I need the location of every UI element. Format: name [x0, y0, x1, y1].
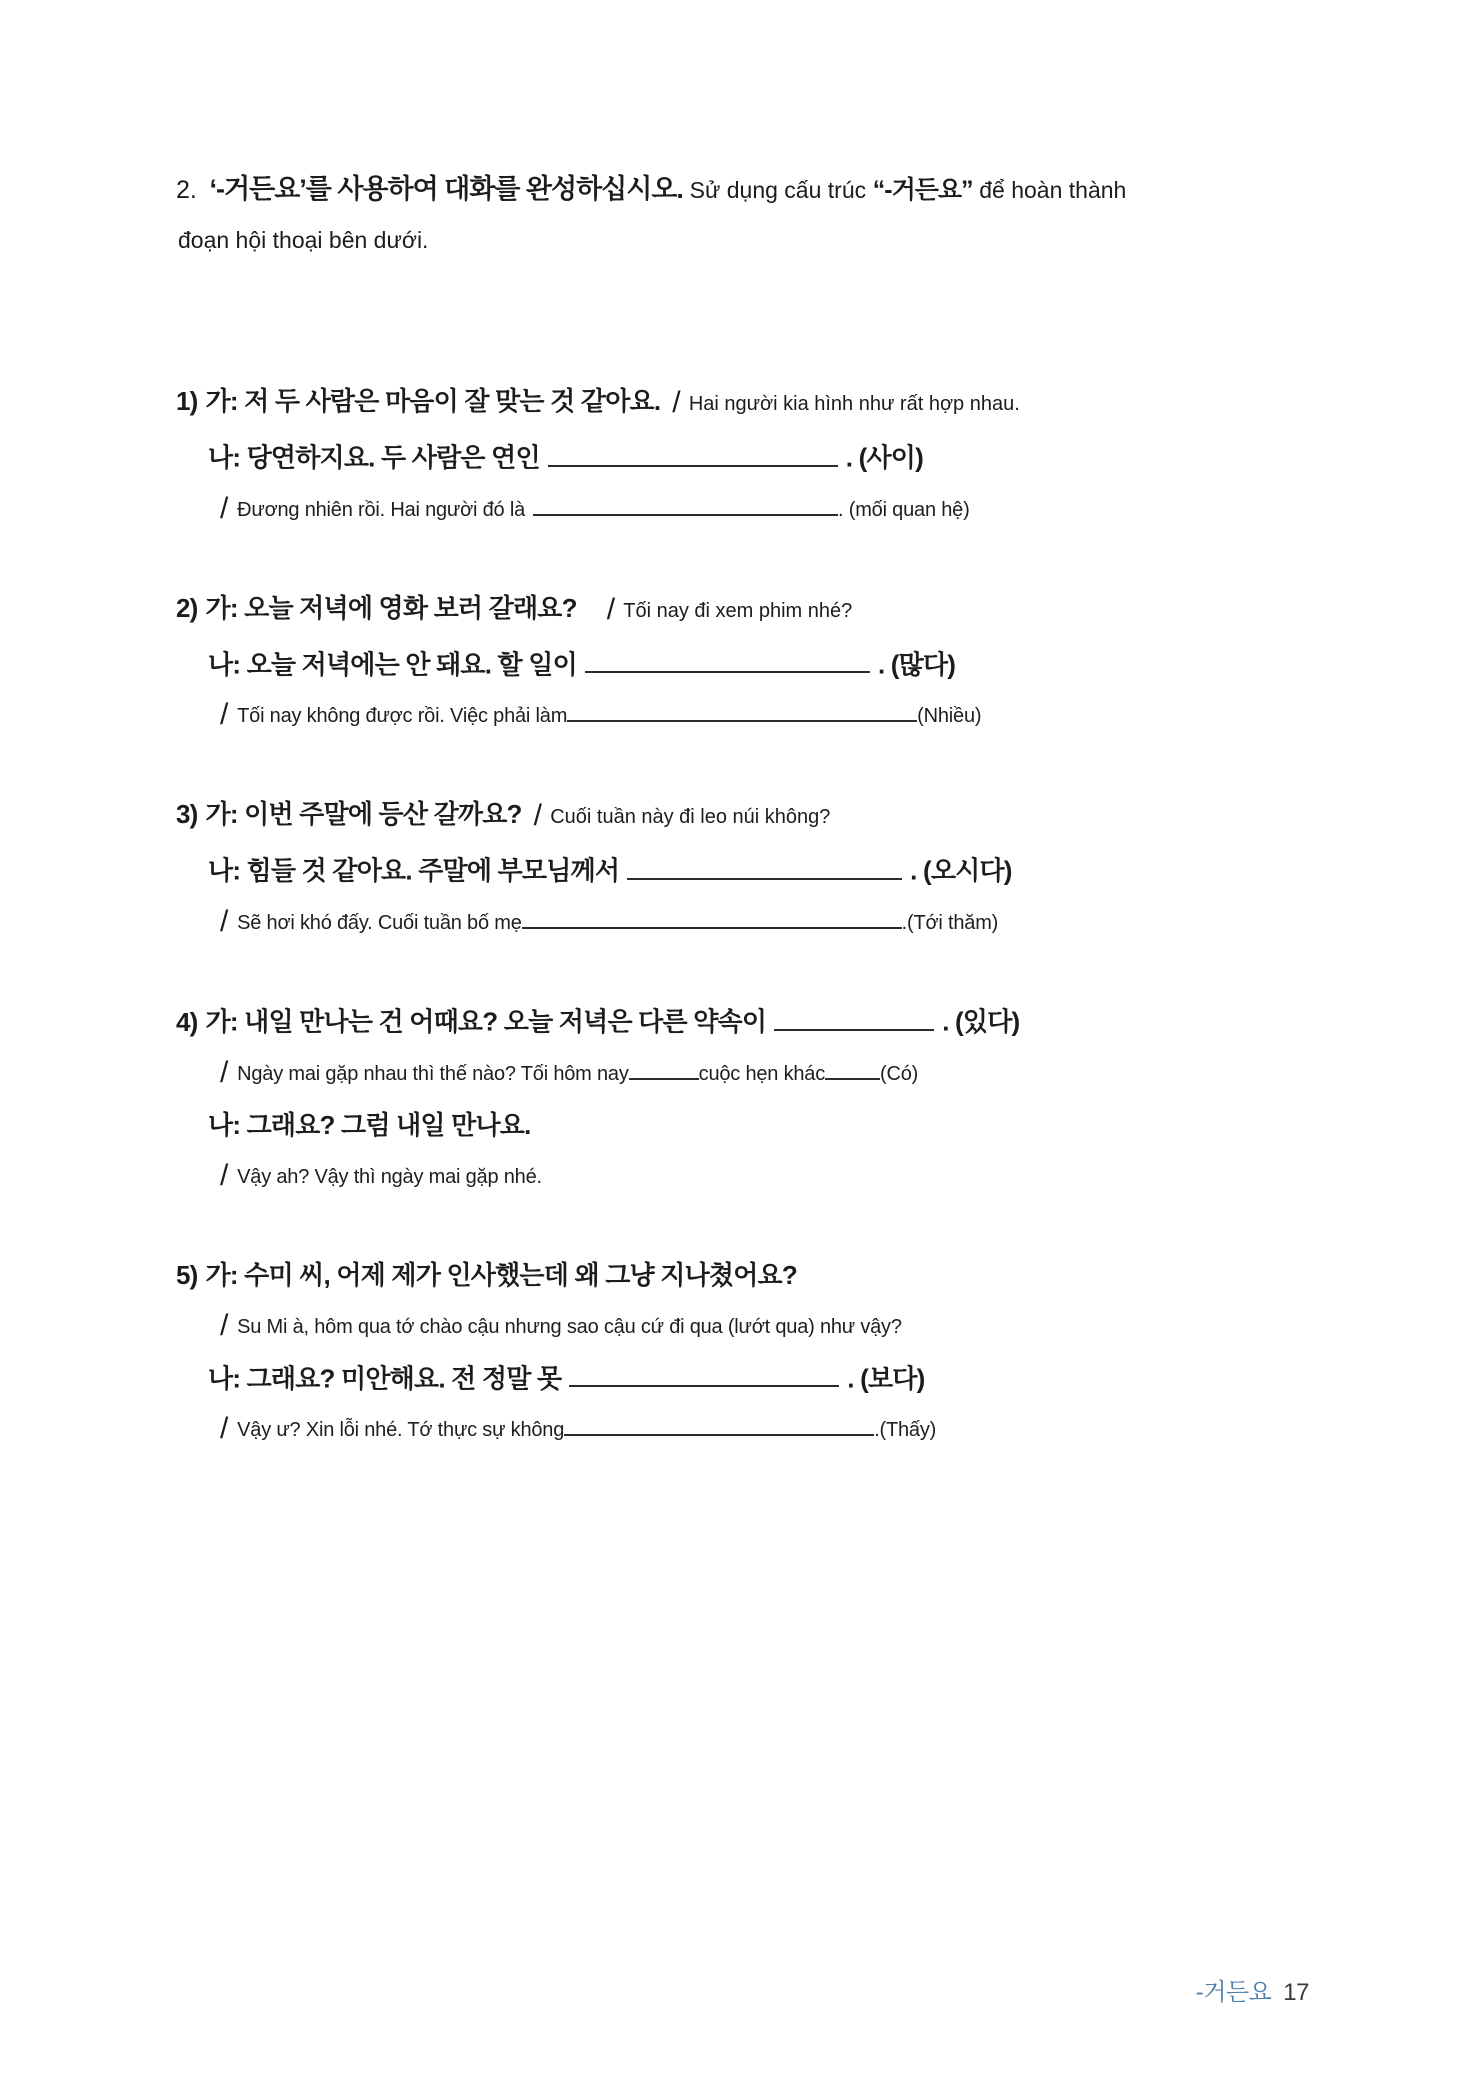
question-korean: 가: 이번 주말에 등산 갈까요? — [205, 799, 522, 830]
answer-blank — [774, 1004, 934, 1031]
question-vietnamese-hint: (Có) — [880, 1062, 919, 1085]
answer-blank — [585, 647, 870, 674]
question-korean: 가: 오늘 저녁에 영화 보러 갈래요? — [205, 592, 577, 623]
slash-separator: / — [533, 799, 542, 833]
answer-line-korean — [208, 1108, 1321, 1142]
slash-separator: / — [220, 1158, 229, 1192]
item-number: 4) — [176, 1006, 198, 1037]
answer-line-korean — [208, 647, 1321, 682]
answer-blank — [627, 853, 902, 880]
item-number: 3) — [176, 799, 198, 830]
worksheet-page — [176, 168, 1321, 1511]
exercise-items — [176, 384, 1321, 1445]
answer-blank — [548, 440, 838, 467]
exercise-item-3 — [176, 797, 1321, 938]
question-vietnamese-pre: Ngày mai gặp nhau thì thế nào? Tối hôm nay — [237, 1062, 629, 1085]
answer-korean-hint: . (사이) — [845, 442, 923, 473]
answer-blank — [533, 495, 838, 516]
answer-line-korean — [208, 853, 1321, 888]
question-vietnamese: Su Mi à, hôm qua tớ chào cậu nhưng sao cậu cứ đi qua (lướt qua) như vậy? — [237, 1315, 902, 1338]
slash-separator: / — [220, 698, 229, 732]
footer-grammar-tag: -거든요 — [1195, 1979, 1272, 2006]
answer-blank — [569, 1361, 839, 1388]
question-line — [176, 384, 1321, 421]
question-line — [176, 1004, 1321, 1039]
answer-blank — [522, 908, 902, 929]
question-line — [176, 1258, 1321, 1292]
grammar-term: “-거든요” — [872, 176, 973, 204]
answer-blank — [567, 701, 917, 722]
answer-line-vietnamese — [220, 1158, 1321, 1192]
answer-line-vietnamese — [220, 907, 1321, 938]
question-vietnamese: Tối nay đi xem phim nhé? — [623, 599, 853, 622]
answer-vietnamese-hint: .(Thấy) — [874, 1419, 937, 1442]
answer-vietnamese-hint: . (mối quan hệ) — [838, 498, 970, 521]
slash-separator: / — [220, 905, 229, 939]
exercise-item-2 — [176, 591, 1321, 732]
question-vietnamese: Cuối tuần này đi leo núi không? — [550, 806, 831, 829]
item-number: 2) — [176, 592, 198, 623]
question-line — [176, 591, 1321, 628]
question-line — [176, 797, 1321, 834]
answer-vietnamese-pre: Tối nay không được rồi. Việc phải làm — [237, 705, 568, 728]
answer-line-vietnamese — [220, 700, 1321, 731]
question-korean: 가: 저 두 사람은 마음이 잘 맞는 것 같아요. — [205, 386, 661, 416]
instruction-korean: ‘-거든요’를 사용하여 대화를 완성하십시오. — [209, 174, 683, 204]
answer-vietnamese-pre: Vậy ư? Xin lỗi nhé. Tớ thực sự không — [237, 1419, 565, 1442]
item-number: 5) — [176, 1259, 198, 1290]
exercise-title — [176, 168, 1321, 212]
slash-separator: / — [220, 1412, 229, 1446]
answer-korean-hint: . (보다) — [847, 1363, 925, 1394]
slash-separator: / — [220, 491, 229, 525]
footer-page-number: 17 — [1283, 1979, 1309, 2006]
item-number: 1) — [176, 386, 198, 416]
answer-korean: 나: 그래요? 그럼 내일 만나요. — [208, 1109, 531, 1140]
answer-vietnamese-pre: Sẽ hơi khó đấy. Cuối tuần bố mẹ — [237, 912, 522, 935]
question-korean: 가: 수미 씨, 어제 제가 인사했는데 왜 그냥 지나쳤어요? — [205, 1259, 797, 1290]
answer-korean-hint: . (오시다) — [910, 856, 1012, 887]
question-vietnamese-mid: cuộc hẹn khác — [698, 1062, 826, 1085]
answer-blank — [564, 1415, 874, 1436]
slash-separator: / — [220, 1308, 229, 1342]
slash-separator: / — [672, 386, 680, 419]
answer-vietnamese: Vậy ah? Vậy thì ngày mai gặp nhé. — [237, 1165, 542, 1188]
question-vietnamese: Hai người kia hình như rất hợp nhau. — [688, 393, 1020, 415]
answer-blank — [629, 1059, 699, 1080]
slash-separator: / — [606, 592, 615, 626]
answer-line-korean — [208, 440, 1321, 475]
exercise-item-4 — [176, 1004, 1321, 1192]
page-footer — [1196, 1972, 1309, 2007]
instruction-vietnamese-pre: Sử dụng cấu trúc — [689, 177, 867, 203]
answer-korean-pre: 나: 힘들 것 같아요. 주말에 부모님께서 — [208, 856, 620, 887]
answer-vietnamese-hint: (Nhiều) — [917, 705, 982, 728]
answer-vietnamese-pre: Đương nhiên rồi. Hai người đó là — [237, 498, 526, 521]
exercise-item-5 — [176, 1258, 1321, 1446]
question-line-vietnamese — [220, 1308, 1321, 1342]
question-line-vietnamese — [220, 1055, 1321, 1089]
answer-korean-hint: . (많다) — [877, 649, 956, 680]
instruction-vietnamese-post: để hoàn thành — [979, 177, 1127, 203]
answer-korean-pre: 나: 오늘 저녁에는 안 돼요. 할 일이 — [208, 649, 577, 680]
exercise-item-1 — [176, 384, 1321, 525]
answer-line-korean — [208, 1361, 1321, 1396]
slash-separator: / — [220, 1055, 229, 1089]
answer-blank — [825, 1059, 880, 1080]
answer-korean-pre: 나: 그래요? 미안해요. 전 정말 못 — [208, 1363, 562, 1394]
answer-line-vietnamese — [220, 491, 1321, 525]
instruction-line2: đoạn hội thoại bên dưới. — [178, 227, 429, 253]
answer-line-vietnamese — [220, 1414, 1321, 1445]
question-korean-hint: . (있다) — [942, 1006, 1020, 1037]
question-korean-pre: 가: 내일 만나는 건 어때요? 오늘 저녁은 다른 약속이 — [205, 1006, 767, 1037]
exercise-number: 2. — [176, 176, 197, 204]
answer-korean-pre: 나: 당연하지요. 두 사람은 연인 — [208, 442, 540, 473]
answer-vietnamese-hint: .(Tới thăm) — [901, 912, 999, 935]
